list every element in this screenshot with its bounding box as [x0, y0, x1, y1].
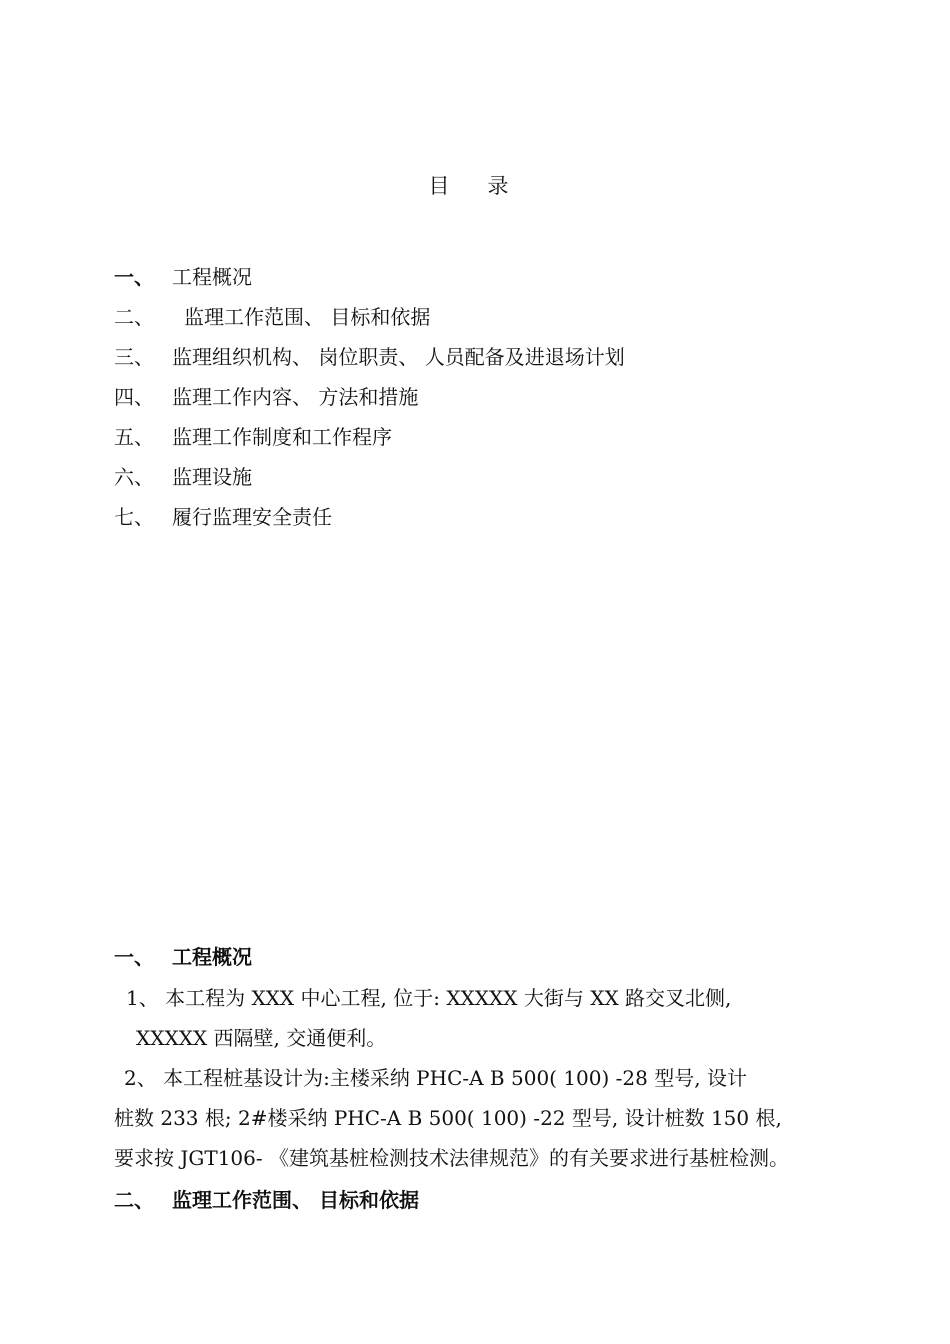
paragraph-line: 2、 本工程桩基设计为:主楼采纳 PHC-A B 500( 100) -28 型号, 设计	[124, 1066, 747, 1090]
toc-item-number: 五、	[114, 425, 154, 449]
toc-item-number: 二、	[114, 305, 154, 329]
toc-item-text: 履行监理安全责任	[172, 505, 332, 529]
toc-item-number: 三、	[114, 345, 154, 369]
section-title: 监理工作范围、 目标和依据	[172, 1188, 419, 1212]
toc-item-text: 监理组织机构、 岗位职责、 人员配备及进退场计划	[172, 345, 625, 369]
toc-item-text: 监理工作内容、 方法和措施	[172, 385, 419, 409]
section-heading-scope	[114, 1185, 419, 1215]
table-of-contents	[114, 262, 874, 542]
paragraph-line: 要求按 JGT106- 《建筑基桩检测技术法律规范》的有关要求进行基桩检测。	[114, 1146, 789, 1170]
paragraph-line: 桩数 233 根; 2#楼采纳 PHC-A B 500( 100) -22 型号, 设计桩数 150 根,	[114, 1106, 782, 1130]
toc-item[interactable]	[114, 382, 874, 422]
toc-item-text: 监理工作范围、 目标和依据	[184, 305, 431, 329]
toc-item[interactable]	[114, 342, 874, 382]
toc-item[interactable]	[114, 462, 874, 502]
toc-item[interactable]	[114, 502, 874, 542]
toc-item[interactable]	[114, 302, 874, 342]
toc-item-number: 一、	[114, 265, 154, 289]
toc-item[interactable]	[114, 422, 874, 462]
paragraph-pile-design	[114, 1058, 874, 1178]
toc-item-text: 工程概况	[172, 265, 252, 289]
toc-item-number: 六、	[114, 465, 154, 489]
section-title: 工程概况	[172, 945, 252, 969]
toc-item-text: 监理工作制度和工作程序	[172, 425, 392, 449]
toc-item-text: 监理设施	[172, 465, 252, 489]
section-number: 二、	[114, 1188, 154, 1212]
section-number: 一、	[114, 945, 154, 969]
toc-title: 目录	[428, 174, 547, 198]
section-heading-overview	[114, 942, 252, 972]
paragraph-line: 1、 本工程为 XXX 中心工程, 位于: XXXXX 大街与 XX 路交叉北侧,	[126, 986, 732, 1010]
toc-item-number: 四、	[114, 385, 154, 409]
paragraph-line: XXXXX 西隔壁, 交通便利。	[136, 1026, 387, 1050]
paragraph-project-location	[114, 978, 874, 1058]
toc-item-number: 七、	[114, 505, 154, 529]
toc-item[interactable]	[114, 262, 874, 302]
